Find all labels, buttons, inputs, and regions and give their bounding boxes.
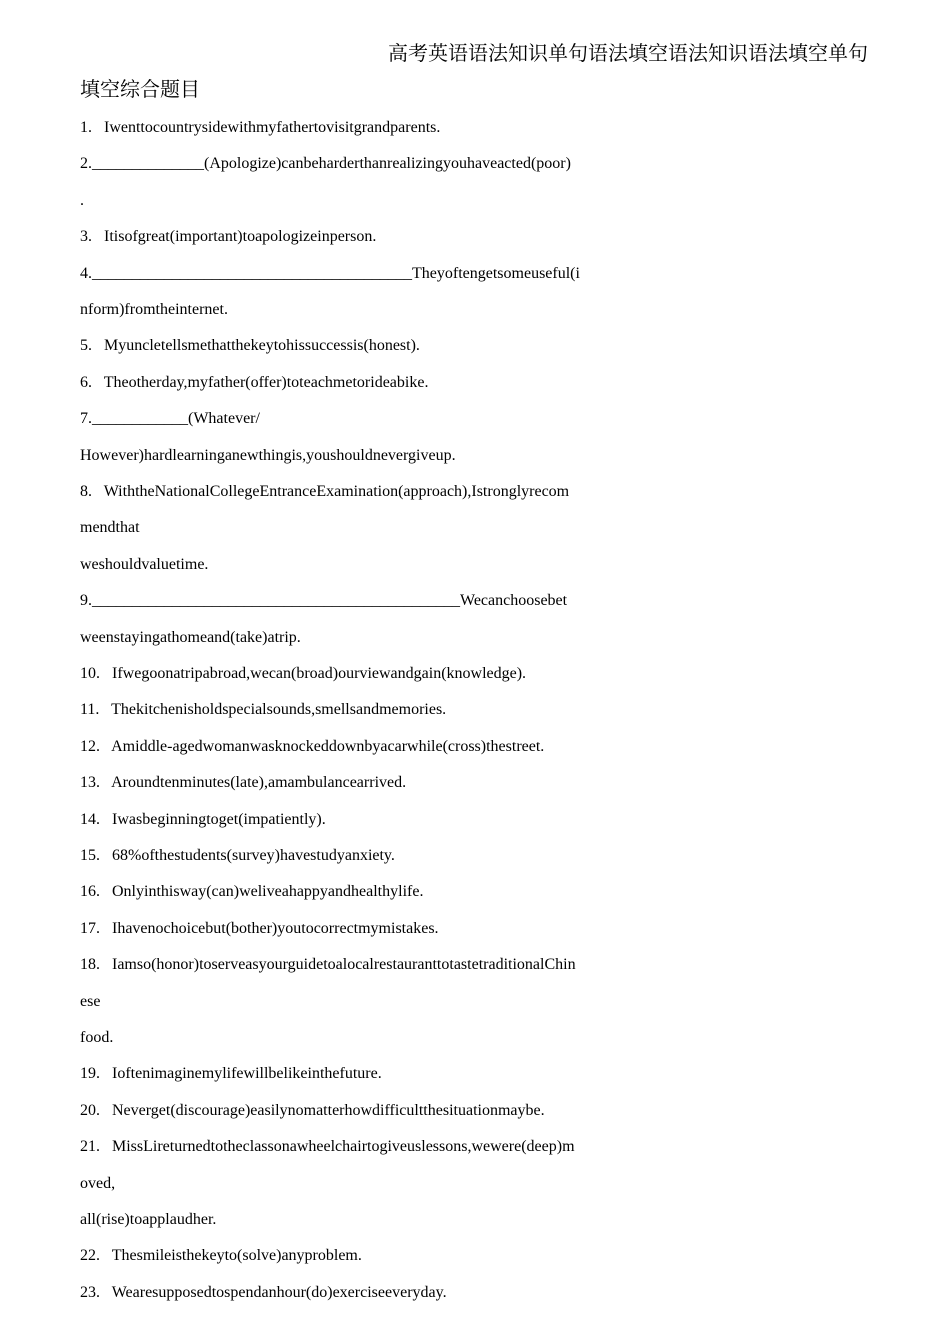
exercise-line: oved,	[80, 1174, 116, 1192]
exercise-line: weshouldvaluetime.	[80, 555, 209, 573]
exercise-line: 22. Thesmileisthekeyto(solve)anyproblem.	[80, 1247, 362, 1265]
exercise-line: 3. Itisofgreat(important)toapologizeinperson.	[80, 228, 377, 246]
exercise-line: 9.______________________________________________Wecanchoosebet	[80, 592, 568, 610]
exercise-line: 10. Ifwegoonatripabroad,wecan(broad)ourviewandgain(knowledge).	[80, 665, 527, 682]
exercise-line: nform)fromtheinternet.	[80, 301, 228, 318]
document-title-line-1: 高考英语语法知识单句语法填空语法知识语法填空单句	[388, 41, 868, 65]
exercise-line: weenstayingathomeand(take)atrip.	[80, 628, 301, 646]
exercise-line: 6. Theotherday,myfather(offer)toteachmetorideabike.	[80, 373, 429, 391]
exercise-line: 13. Aroundtenminutes(late),amambulancearrived.	[80, 774, 407, 792]
exercise-line: However)hardlearninganewthingis,youshouldnevergiveup.	[80, 446, 456, 464]
exercise-line: 18. Iamso(honor)toserveasyourguidetoalocalrestauranttotastetraditionalChin	[80, 956, 576, 974]
exercise-line: 8. WiththeNationalCollegeEntranceExamination(approach),Istronglyrecom	[80, 483, 570, 500]
exercise-line: 23. Wearesupposedtospendanhour(do)exerciseeveryday.	[80, 1283, 447, 1301]
exercise-line: 1. Iwenttocountrysidewithmyfathertovisitgrandparents.	[80, 119, 441, 136]
exercise-line: 17. Ihavenochoicebut(bother)youtocorrectmymistakes.	[80, 919, 439, 937]
exercise-line: 14. Iwasbeginningtoget(impatiently).	[80, 810, 326, 828]
exercise-line: all(rise)toapplaudher.	[80, 1211, 217, 1228]
exercise-line: 4.________________________________________Theyoftengetsomeuseful(i	[80, 264, 580, 282]
document-title-line-2: 填空综合题目	[80, 77, 200, 101]
exercise-line: 20. Neverget(discourage)easilynomatterhowdifficultthesituationmaybe.	[80, 1101, 545, 1119]
exercise-line: ese	[80, 992, 101, 1010]
exercise-line: mendthat	[80, 519, 140, 537]
exercise-line: .	[80, 191, 84, 209]
exercise-line: 12. Amiddle-agedwomanwasknockeddownbyacarwhile(cross)thestreet.	[80, 737, 545, 755]
exercise-line: 11. Thekitchenisholdspecialsounds,smellsandmemories.	[80, 701, 447, 719]
exercise-line: 19. Ioftenimaginemylifewillbelikeinthefuture.	[80, 1065, 382, 1083]
exercise-line: 16. Onlyinthisway(can)weliveahappyandhealthylife.	[80, 883, 424, 901]
exercise-line: 15. 68%ofthestudents(survey)havestudyanxiety.	[80, 847, 395, 864]
exercise-line: 21. MissLireturnedtotheclassonawheelchairtogiveuslessons,wewere(deep)m	[80, 1138, 575, 1156]
exercise-line: food.	[80, 1029, 114, 1046]
exercise-line: 2.______________(Apologize)canbeharderthanrealizingyouhaveacted(poor)	[80, 155, 571, 173]
exercise-line: 7.____________(Whatever/	[80, 410, 260, 428]
exercise-line: 5. Myuncletellsmethatthekeytohissuccessis(honest).	[80, 337, 420, 355]
